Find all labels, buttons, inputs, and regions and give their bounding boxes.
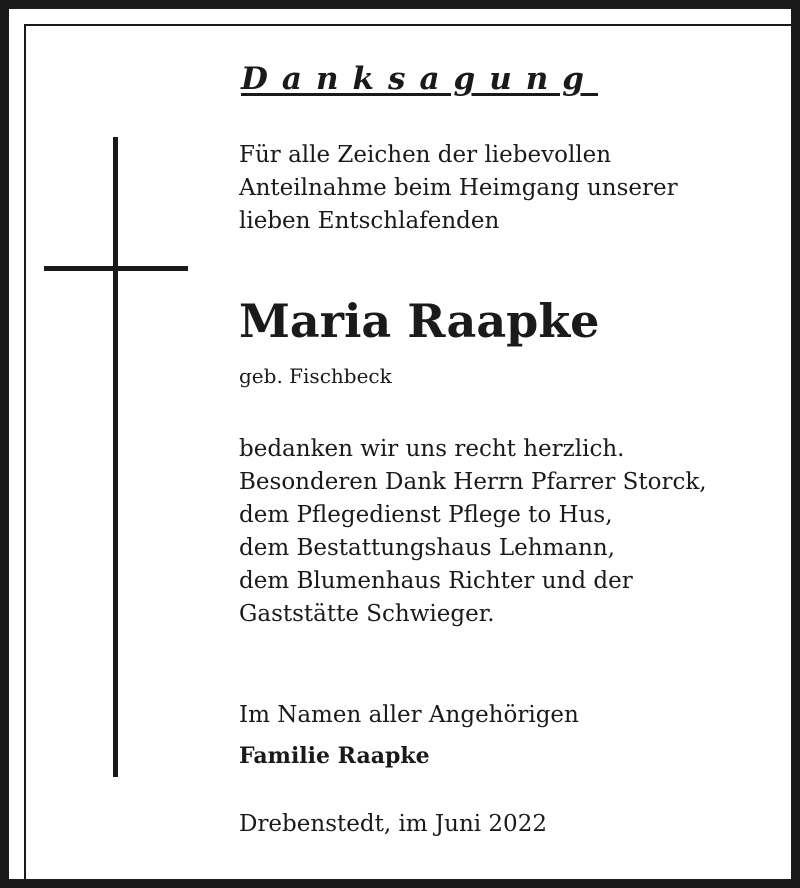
thanks-line: dem Pflegedienst Pflege to Hus, xyxy=(239,502,613,528)
place-date: Drebenstedt, im Juni 2022 xyxy=(239,811,547,837)
intro-line: Anteilnahme beim Heimgang unserer xyxy=(239,175,678,201)
maiden-name: geb. Fischbeck xyxy=(239,364,392,388)
thanks-line: bedanken wir uns recht herzlich. xyxy=(239,436,625,462)
thanks-line: Gaststätte Schwieger. xyxy=(239,601,495,627)
thanks-line: dem Blumenhaus Richter und der xyxy=(239,568,633,594)
on-behalf-text: Im Namen aller Angehörigen xyxy=(239,702,579,728)
intro-line: lieben Entschlafenden xyxy=(239,208,500,234)
intro-text xyxy=(239,139,678,238)
intro-line: Für alle Zeichen der liebevollen xyxy=(239,142,612,168)
notice-heading: Danksagung xyxy=(241,61,598,97)
cross-vertical-bar xyxy=(113,137,118,777)
thanks-line: Besonderen Dank Herrn Pfarrer Storck, xyxy=(239,469,707,495)
thanks-text xyxy=(239,433,707,631)
thanks-line: dem Bestattungshaus Lehmann, xyxy=(239,535,615,561)
deceased-name: Maria Raapke xyxy=(239,294,600,348)
family-signature: Familie Raapke xyxy=(239,743,430,769)
cross-horizontal-bar xyxy=(44,266,188,271)
